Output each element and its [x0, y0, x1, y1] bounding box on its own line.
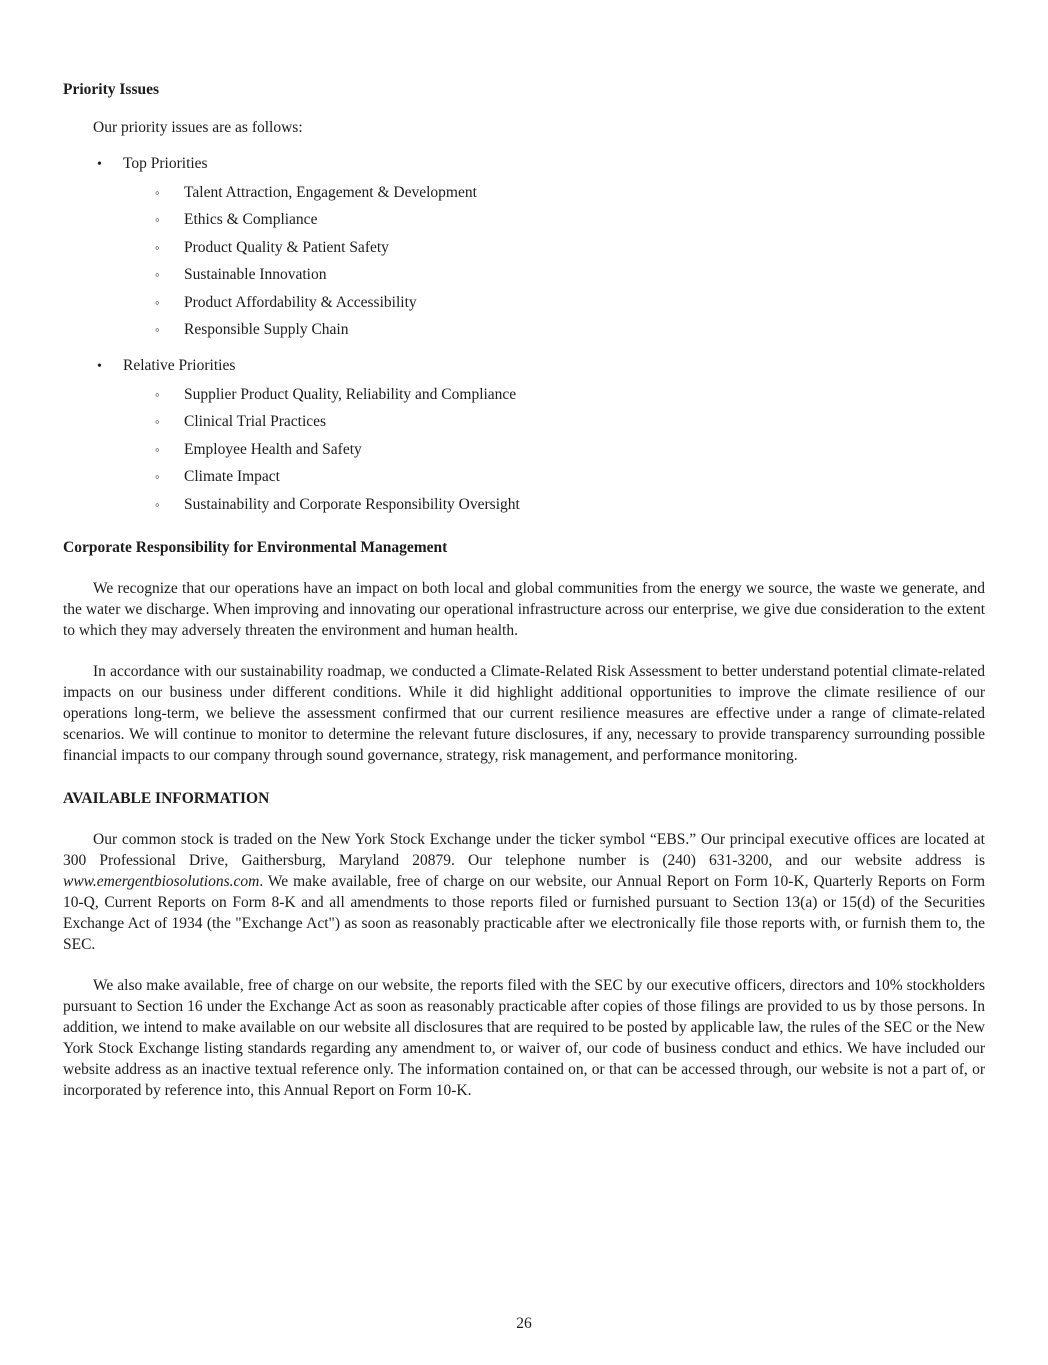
list-item-label: Supplier Product Quality, Reliability and Compliance	[184, 385, 517, 403]
circle-bullet-icon: ◦	[155, 469, 160, 484]
bullet-icon: •	[97, 157, 102, 172]
circle-bullet-icon: ◦	[155, 239, 160, 255]
list-item	[63, 209, 985, 230]
page-number: 26	[516, 1315, 532, 1332]
paragraph-text: . We make available, free of charge on our website, our Annual Report on Form 10-K, Quarterly Reports on Form 10-Q, Current Reports on Form 8-K and all amendments to those reports filed or furnished pursuant to Section 13(a) or 15(d) of the Securities Exchange Act of 1934 (the "Exchange Act") as soon as reasonably practicable after we electronically file those reports with, or furnish them to, the SEC.	[63, 872, 985, 953]
environmental-heading: Corporate Responsibility for Environmental Management	[63, 538, 448, 556]
list-item	[63, 319, 985, 340]
circle-bullet-icon: ◦	[155, 441, 160, 457]
list-item-label: Responsible Supply Chain	[184, 321, 349, 338]
list-item-label: Ethics & Compliance	[184, 211, 318, 228]
list-item-label: Relative Priorities	[123, 357, 236, 374]
list-item-label: Sustainable Innovation	[184, 266, 327, 283]
paragraph-text: Our common stock is traded on the New York Stock Exchange under the ticker symbol “EBS.” Our principal executive offices are located at 300 Professional Drive, Gaithersburg, Maryland 20879. Our telephone number is (240) 631-3200, and our website address is	[63, 830, 985, 869]
list-item-label: Sustainability and Corporate Responsibility Oversight	[184, 495, 520, 513]
environmental-paragraph-2: In accordance with our sustainability roadmap, we conducted a Climate-Related Risk Assessment to better understand potential climate-related impacts on our business under different conditions. While it did highlight additional opportunities to improve the climate resilience of our operations long-term, we believe the assessment confirmed that our current resilience measures are effective under a range of climate-related scenarios. We will continue to monitor to determine the relevant future disclosures, if any, necessary to provide transparency surrounding possible financial impacts to our company through sound governance, strategy, risk management, and performance monitoring.	[63, 662, 985, 764]
list-item-label: Top Priorities	[123, 155, 208, 172]
list-item-top-priorities	[63, 153, 985, 175]
list-item	[63, 264, 985, 285]
list-item-label: Product Quality & Patient Safety	[184, 238, 389, 256]
priority-issues-list	[63, 153, 985, 515]
list-item	[63, 439, 985, 460]
list-item	[63, 411, 985, 432]
list-item	[63, 292, 985, 313]
list-item-label: Product Affordability & Accessibility	[184, 293, 417, 311]
priority-issues-intro: Our priority issues are as follows:	[93, 119, 303, 136]
circle-bullet-icon: ◦	[155, 267, 160, 282]
website-address-text: www.emergentbiosolutions.com	[63, 872, 260, 890]
available-information-paragraph-2: We also make available, free of charge on our website, the reports filed with the SEC by our executive officers, directors and 10% stockholders pursuant to Section 16 under the Exchange Act as soon as reasonably practicable after copies of those filings are provided to us by those persons. In addition, we intend to make available on our website all disclosures that are required to be posted by applicable law, the rules of the SEC or the New York Stock Exchange listing standards regarding any amendment to, or waiver of, our code of business conduct and ethics. We have included our website address as an inactive textual reference only. The information contained on, or that can be accessed through, our website is not a part of, or incorporated by reference into, this Annual Report on Form 10-K.	[63, 976, 985, 1099]
circle-bullet-icon: ◦	[155, 322, 160, 337]
list-item-label: Employee Health and Safety	[184, 440, 362, 458]
circle-bullet-icon: ◦	[155, 414, 160, 429]
available-information-heading: AVAILABLE INFORMATION	[63, 789, 270, 807]
environmental-paragraph-1: We recognize that our operations have an impact on both local and global communities from the energy we source, the waste we generate, and the water we discharge. When improving and innovating our operational infrastructure across our enterprise, we give due consideration to the extent to which they may adversely threaten the environment and human health.	[63, 579, 985, 639]
list-item	[63, 494, 985, 515]
circle-bullet-icon: ◦	[155, 294, 160, 310]
circle-bullet-icon: ◦	[155, 184, 160, 200]
circle-bullet-icon: ◦	[155, 386, 160, 402]
list-item	[63, 237, 985, 258]
list-item-relative-priorities	[63, 355, 985, 377]
circle-bullet-icon: ◦	[155, 496, 160, 512]
list-item	[63, 182, 985, 203]
list-item	[63, 466, 985, 487]
circle-bullet-icon: ◦	[155, 212, 160, 227]
list-item-label: Climate Impact	[184, 468, 280, 485]
available-information-paragraph-1	[63, 829, 985, 955]
bullet-icon: •	[97, 359, 102, 374]
priority-issues-heading: Priority Issues	[63, 81, 160, 98]
list-item	[63, 384, 985, 405]
list-item-label: Clinical Trial Practices	[184, 413, 327, 430]
list-item-label: Talent Attraction, Engagement & Development	[184, 183, 477, 201]
